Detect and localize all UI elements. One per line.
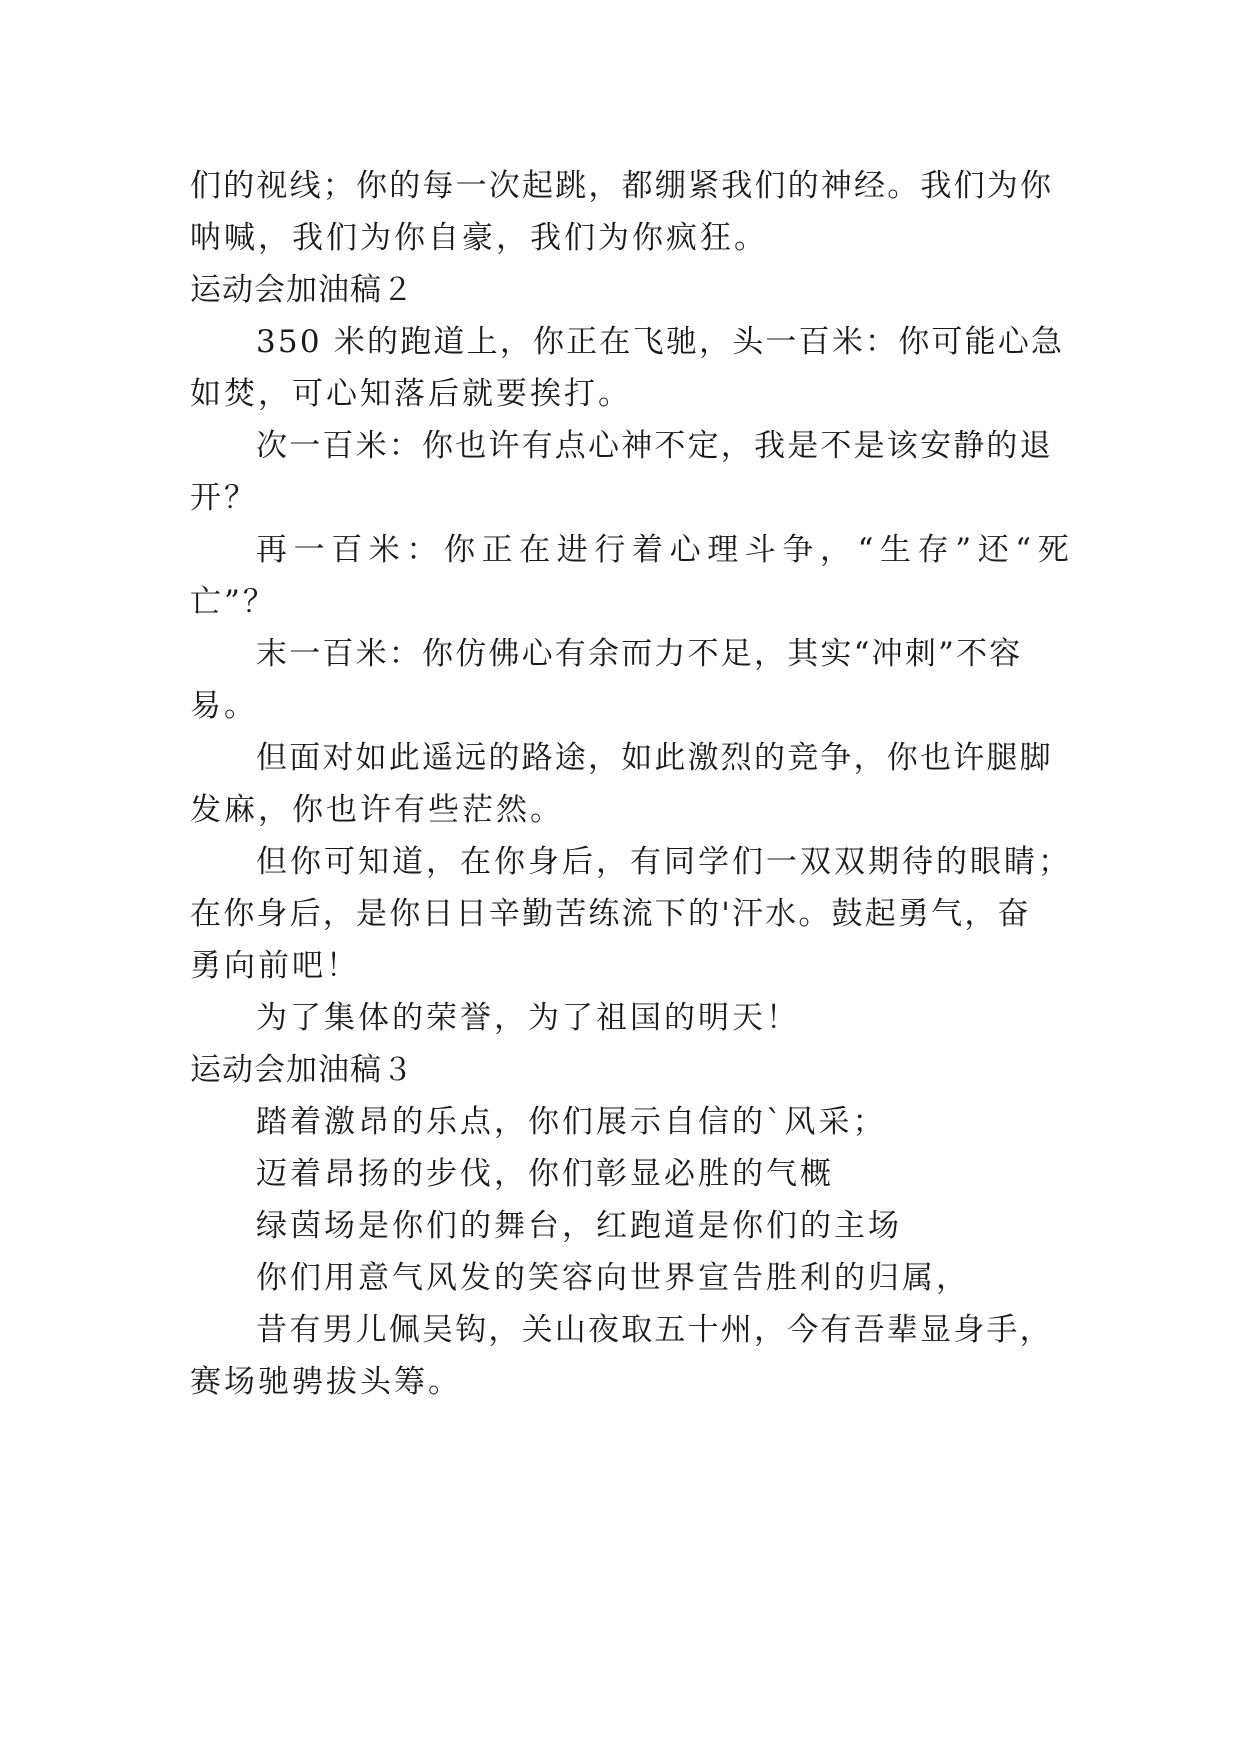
- paragraph-line: 但面对如此遥远的路途，如此激烈的竞争，你也许腿脚: [256, 740, 1053, 776]
- paragraph-line: 勇向前吧！: [190, 948, 360, 984]
- paragraph-line: 在你身后，是你日日辛勤苦练流下的'汗水。鼓起勇气，奋: [190, 896, 1031, 932]
- paragraph-line: 们的视线；你的每一次起跳，都绷紧我们的神经。我们为你: [190, 168, 1054, 204]
- section-heading: 运动会加油稿３: [190, 1052, 414, 1088]
- paragraph-line: 但你可知道，在你身后，有同学们一双双期待的眼睛；: [256, 844, 1072, 880]
- paragraph-line: 昔有男儿佩吴钩，关山夜取五十州，今有吾辈显身手，: [256, 1312, 1053, 1348]
- document-body: [190, 160, 1076, 1408]
- paragraph-line: 易。: [190, 688, 258, 724]
- paragraph-line: 末一百米：你仿佛心有余而力不足，其实“冲刺”不容: [256, 636, 1023, 672]
- paragraph-line: 踏着激昂的乐点，你们展示自信的`风采；: [256, 1104, 887, 1140]
- paragraph-line: 绿茵场是你们的舞台，红跑道是你们的主场: [256, 1208, 902, 1244]
- paragraph-line: 开？: [190, 480, 258, 516]
- paragraph-line: 为了集体的荣誉，为了祖国的明天！: [256, 1000, 800, 1036]
- paragraph-line: 发麻，你也许有些茫然。: [190, 792, 564, 828]
- paragraph-line: 如焚，可心知落后就要挨打。: [190, 376, 632, 412]
- paragraph-line: 再一百米：你正在进行着心理斗争，“生存”还“死: [256, 532, 1076, 568]
- paragraph-line: 迈着昂扬的步伐，你们彰显必胜的气概: [256, 1156, 834, 1192]
- paragraph-line: 亡”？: [190, 584, 277, 620]
- paragraph-line: 350 米的跑道上，你正在飞驰，头一百米：你可能心急: [256, 324, 1065, 360]
- paragraph-line: 你们用意气风发的笑容向世界宣告胜利的归属，: [256, 1260, 970, 1296]
- paragraph-line: 次一百米：你也许有点心神不定，我是不是该安静的退: [256, 428, 1053, 464]
- paragraph-line: 呐喊，我们为你自豪，我们为你疯狂。: [190, 220, 768, 256]
- section-heading: 运动会加油稿２: [190, 272, 414, 308]
- paragraph-line: 赛场驰骋拔头筹。: [190, 1364, 462, 1400]
